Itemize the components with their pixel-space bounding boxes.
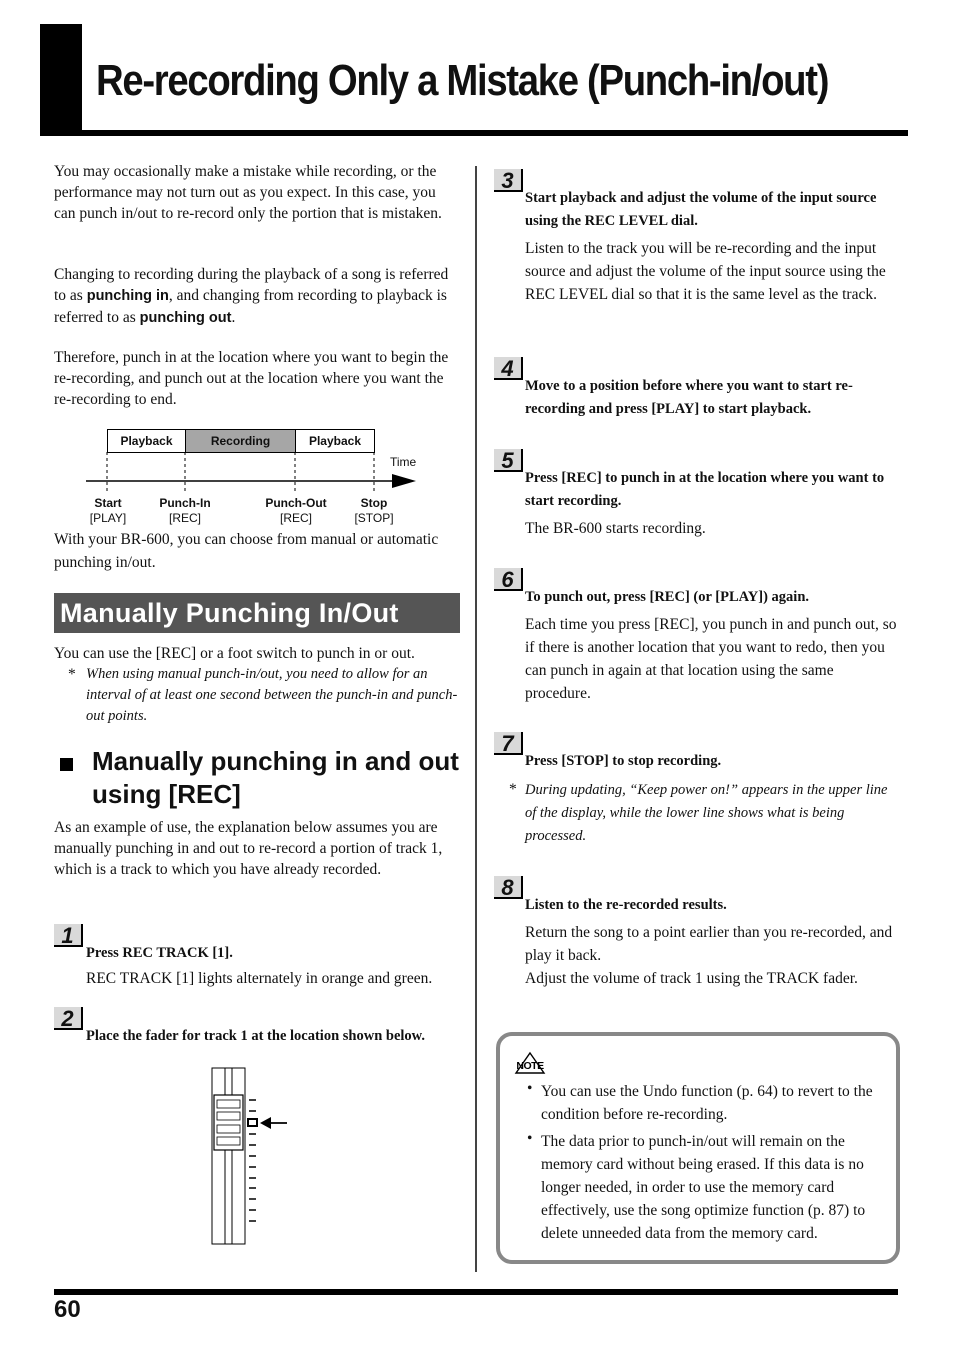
section-note-mark: *: [68, 666, 76, 683]
timeline-point-key: [STOP]: [354, 511, 394, 525]
intro-paragraph-3: Therefore, punch in at the location where you want to begin the re-recording, and punch out at the location where you want the re-recording to end.: [54, 349, 449, 408]
step-5-instruction: Press [REC] to punch in at the location where you want to start recording.: [525, 470, 885, 509]
step-number-7: 7: [494, 732, 523, 755]
note-bullet-2: •: [527, 1130, 533, 1147]
step-8-description: Return the song to a point earlier than you re-recorded, and play it back.: [525, 924, 893, 964]
title-block-decoration: [40, 24, 82, 136]
column-divider: [475, 166, 477, 1272]
subsection-text: As an example of use, the explanation below assumes you are manually punching in and out to re-record a portion of track 1, which is a track to which you have already recorded.: [54, 819, 443, 878]
step-number-8: 8: [494, 876, 523, 899]
step-1-description: REC TRACK [1] lights alternately in orange and green.: [86, 970, 433, 987]
term-punching-in: punching in: [86, 288, 169, 304]
timeline-point-name: Punch-Out: [265, 496, 327, 510]
step-number-3: 3: [494, 169, 523, 192]
note-item-1: You can use the Undo function (p. 64) to revert to the condition before re-recording.: [541, 1083, 873, 1123]
step-2-instruction: Place the fader for track 1 at the location shown below.: [86, 1028, 425, 1044]
step-3-instruction: Start playback and adjust the volume of the input source using the REC LEVEL dial.: [525, 190, 877, 229]
step-number-4: 4: [494, 357, 523, 380]
timeline-segment-playback-1: Playback: [107, 429, 186, 453]
note-icon: [512, 1050, 550, 1076]
intro-p2-text-a: Changing to recording during the playback of a song is referred to as: [54, 266, 449, 304]
step-number-6: 6: [494, 568, 523, 591]
timeline-axis: [80, 452, 420, 492]
fader-knob: [214, 1095, 243, 1150]
intro-p2-text-b: , and changing from recording to playback is referred to as: [54, 287, 447, 326]
subsection-title: Manually punching in and out using [REC]: [92, 746, 459, 809]
timeline-time-label: Time: [390, 455, 417, 469]
section-text: You can use the [REC] or a foot switch to punch in or out.: [54, 645, 415, 662]
step-1-instruction: Press REC TRACK [1].: [86, 945, 233, 961]
step-4-instruction: Move to a position before where you want to start re-recording and press [PLAY] to start playback.: [525, 378, 853, 417]
title-rule: [40, 130, 908, 136]
timeline-arrow-icon: [392, 474, 416, 488]
term-punching-out: punching out: [139, 310, 232, 326]
section-title: Manually Punching In/Out: [60, 598, 399, 628]
timeline-point-name: Punch-In: [159, 496, 211, 510]
step-number-1: 1: [54, 924, 83, 947]
timeline-point-punch-out: [251, 496, 341, 526]
intro-paragraph-4: With your BR-600, you can choose from manual or automatic punching in/out.: [54, 531, 439, 571]
fader-illustration: [205, 1063, 295, 1245]
timeline-point-name: Stop: [360, 496, 388, 510]
intro-paragraph-2: [54, 264, 460, 329]
page-title: Re-recording Only a Mistake (Punch-in/out): [96, 56, 829, 105]
section-note: When using manual punch-in/out, you need to allow for an interval of at least one second between the punch-in and punch-out points.: [86, 666, 458, 724]
page-number: 60: [54, 1296, 81, 1323]
step-8-instruction: Listen to the re-recorded results.: [525, 897, 727, 913]
step-6-description: Each time you press [REC], you punch in and punch out, so if there is another location that you want to redo, then you can punch in again at that location using the same procedure.: [525, 616, 897, 702]
timeline-point-key: [REC]: [168, 511, 201, 525]
timeline-point-key: [PLAY]: [89, 511, 127, 525]
step-8-description-2: Adjust the volume of track 1 using the TRACK fader.: [525, 970, 858, 987]
timeline-segment-recording: Recording: [185, 429, 296, 453]
step-number-5: 5: [494, 449, 523, 472]
note-bullet-1: •: [527, 1080, 533, 1097]
step-3-description: Listen to the track you will be re-recording and the input source and adjust the volume of the input source using the REC LEVEL dial so that it is the same level as the track.: [525, 240, 886, 303]
step-5-description: The BR-600 starts recording.: [525, 520, 706, 537]
intro-paragraph-1: You may occasionally make a mistake while recording, or the performance may not turn out as you expect. In this case, you can punch in/out to re-record only the portion that is mistaken.: [54, 163, 442, 222]
timeline-point-stop: [329, 496, 419, 526]
timeline-point-key: [REC]: [279, 511, 312, 525]
note-item-2: The data prior to punch-in/out will remain on the memory card without being erased. If this data is no longer needed, in order to use the memory card effectively, use the song optimize function (p. 87) to delete unneeded data from the memory card.: [541, 1133, 866, 1242]
step-7-note-mark: *: [509, 781, 517, 798]
timeline-point-punch-in: [140, 496, 230, 526]
step-6-instruction: To punch out, press [REC] (or [PLAY]) again.: [525, 589, 810, 605]
timeline-point-name: Start: [94, 496, 122, 510]
intro-p2-text-c: .: [231, 309, 236, 326]
subhead-square-icon: [60, 758, 73, 771]
note-icon-label: NOTE: [516, 1060, 544, 1072]
timeline-segment-playback-2: Playback: [295, 429, 375, 453]
step-7-note: During updating, “Keep power on!” appears in the upper line of the display, while the lower line shows what is being processed.: [525, 782, 888, 844]
step-number-2: 2: [54, 1007, 83, 1030]
footer-rule: [54, 1289, 898, 1295]
step-7-instruction: Press [STOP] to stop recording.: [525, 753, 722, 769]
